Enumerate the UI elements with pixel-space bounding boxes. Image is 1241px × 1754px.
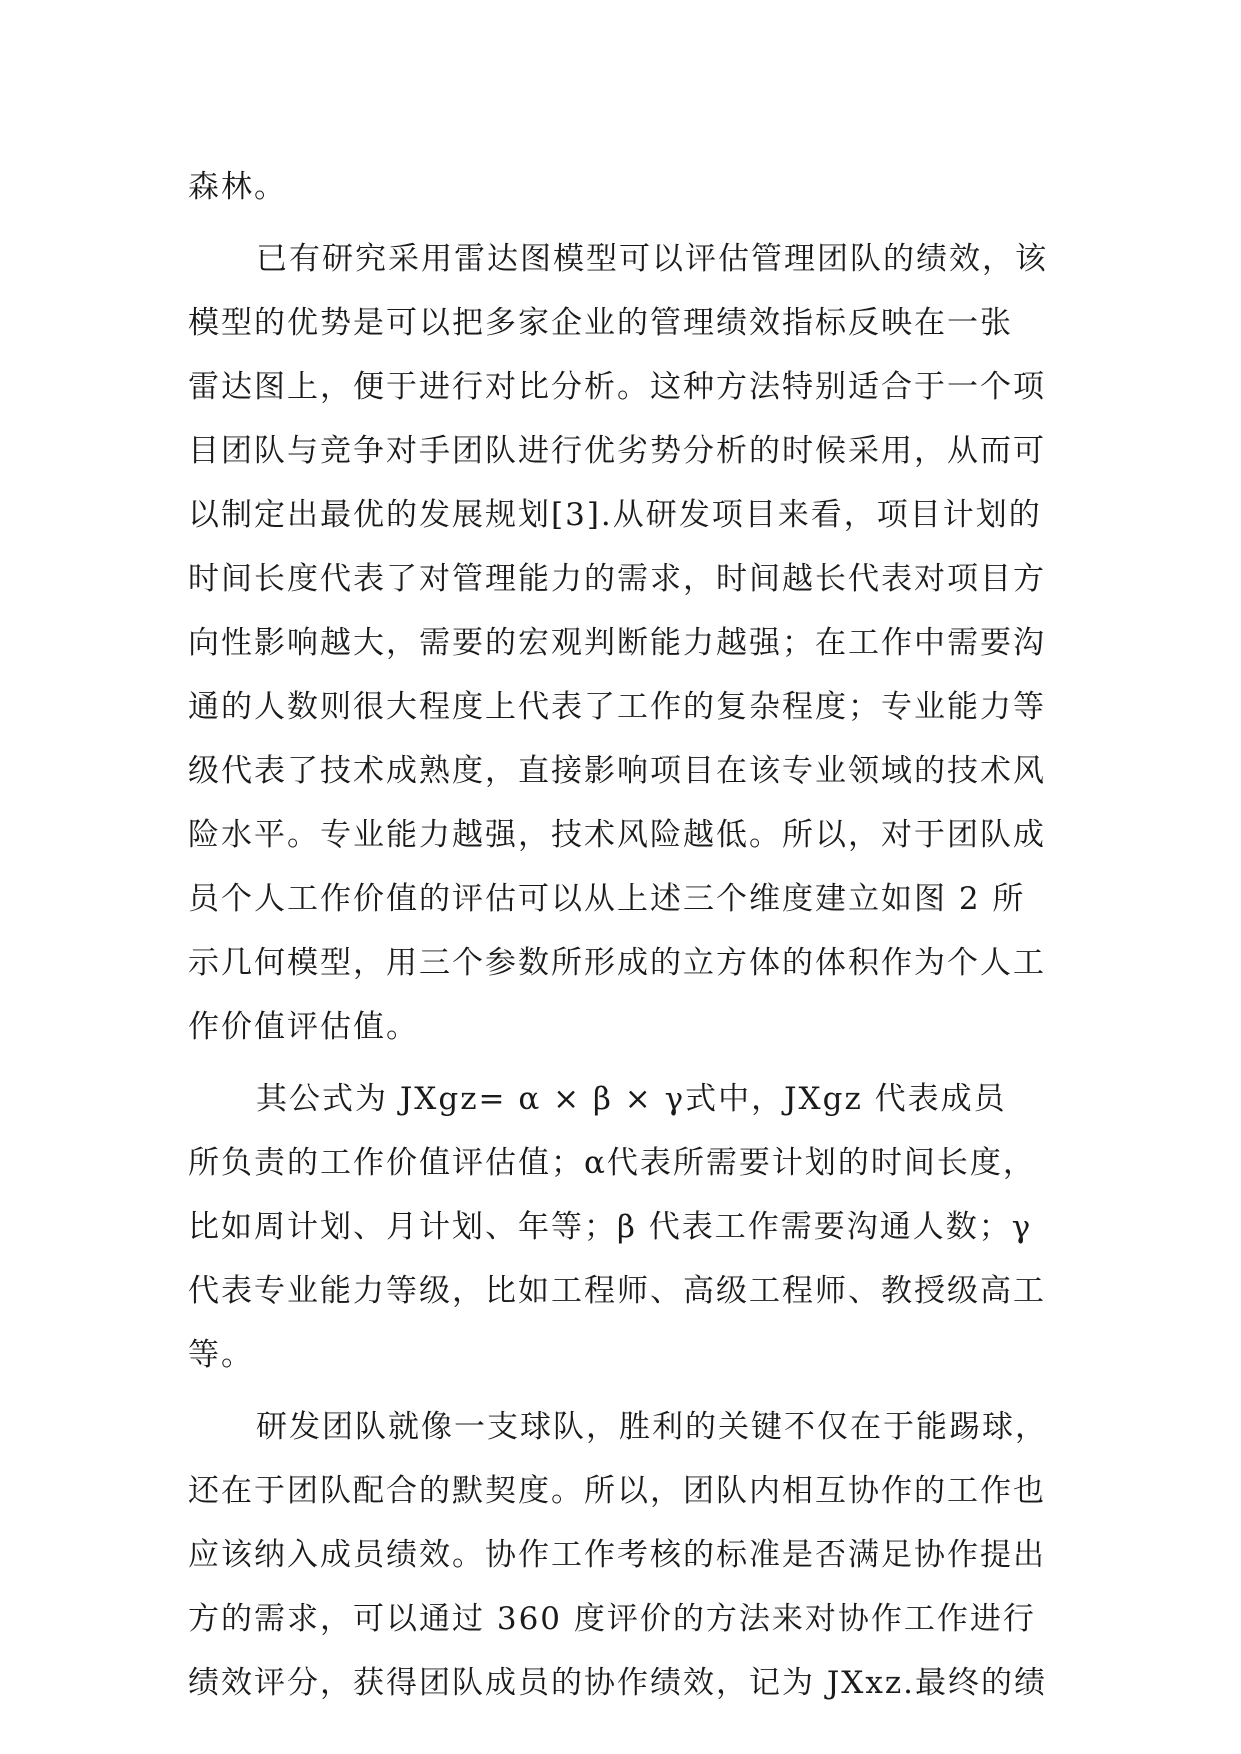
text-line: 研发团队就像一支球队，胜利的关键不仅在于能踢球， <box>256 1409 1048 1445</box>
document-body <box>188 155 1058 1715</box>
text-line: 示几何模型，用三个参数所形成的立方体的体积作为个人工 <box>188 945 1046 981</box>
text-line: 等。 <box>188 1337 254 1373</box>
text-line: 其公式为 JXgz= α × β × γ式中，JXgz 代表成员 <box>256 1081 1007 1117</box>
text-line: 通的人数则很大程度上代表了工作的复杂程度；专业能力等 <box>188 689 1046 725</box>
text-line: 目团队与竞争对手团队进行优劣势分析的时候采用，从而可 <box>188 433 1046 469</box>
text-line: 代表专业能力等级，比如工程师、高级工程师、教授级高工 <box>188 1273 1046 1309</box>
text-line: 还在于团队配合的默契度。所以，团队内相互协作的工作也 <box>188 1473 1046 1509</box>
paragraph-intro-tail <box>188 155 1058 219</box>
text-line: 险水平。专业能力越强，技术风险越低。所以，对于团队成 <box>188 817 1046 853</box>
text-line: 比如周计划、月计划、年等；β 代表工作需要沟通人数；γ <box>188 1209 1033 1245</box>
text-line: 模型的优势是可以把多家企业的管理绩效指标反映在一张 <box>188 305 1013 341</box>
text-line: 森林。 <box>188 169 287 205</box>
paragraph-radar-model <box>188 227 1058 1059</box>
text-line: 向性影响越大，需要的宏观判断能力越强；在工作中需要沟 <box>188 625 1046 661</box>
text-line: 绩效评分，获得团队成员的协作绩效，记为 JXxz.最终的绩 <box>188 1665 1048 1701</box>
text-line: 作价值评估值。 <box>188 1009 419 1045</box>
paragraph-formula <box>188 1067 1058 1387</box>
text-line: 所负责的工作价值评估值；α代表所需要计划的时间长度， <box>188 1145 1036 1181</box>
text-line: 员个人工作价值的评估可以从上述三个维度建立如图 2 所 <box>188 881 1026 917</box>
paragraph-team-collaboration <box>188 1395 1058 1715</box>
text-line: 雷达图上，便于进行对比分析。这种方法特别适合于一个项 <box>188 369 1046 405</box>
text-line: 已有研究采用雷达图模型可以评估管理团队的绩效，该 <box>256 241 1048 277</box>
text-line: 方的需求，可以通过 360 度评价的方法来对协作工作进行 <box>188 1601 1036 1637</box>
text-line: 以制定出最优的发展规划[3].从研发项目来看，项目计划的 <box>188 497 1042 533</box>
text-line: 时间长度代表了对管理能力的需求，时间越长代表对项目方 <box>188 561 1046 597</box>
text-line: 应该纳入成员绩效。协作工作考核的标准是否满足协作提出 <box>188 1537 1046 1573</box>
text-line: 级代表了技术成熟度，直接影响项目在该专业领域的技术风 <box>188 753 1046 789</box>
